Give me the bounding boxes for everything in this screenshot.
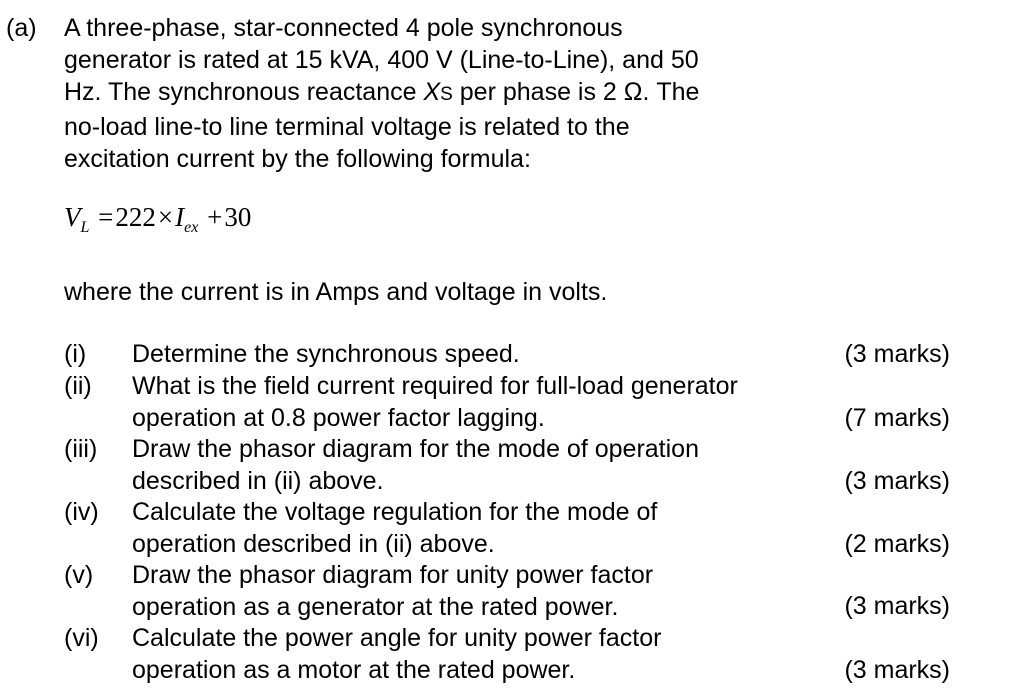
question-line: What is the field current required for full-load generator [132,372,738,400]
question-line: operation at 0.8 power factor lagging. [132,404,545,432]
question-line: operation as a motor at the rated power. [132,656,576,684]
question-text [132,496,812,560]
formula-variable: I [175,202,185,232]
units-note: where the current is in Amps and voltage in volts. [64,278,608,306]
formula-times: × [157,202,174,232]
formula-lhs: V [64,202,81,232]
question-text [132,622,812,686]
question-number: (iii) [64,435,98,463]
question-line: Calculate the power angle for unity power factor [132,624,662,652]
reactance-symbol-subscript: S [440,84,453,105]
intro-text: per phase is 2 Ω. The [452,78,700,106]
formula-constant: 30 [224,202,252,232]
question-line: operation described in (ii) above. [132,530,495,558]
question-marks: (3 marks) [844,340,950,368]
intro-line: no-load line-to line terminal voltage is related to the [64,113,630,141]
question-number: (ii) [64,372,92,400]
question-marks: (3 marks) [844,467,950,495]
question-number: (i) [64,340,87,368]
question-line: Calculate the voltage regulation for the mode of [132,498,658,526]
intro-line: A three-phase, star-connected 4 pole synchronous [64,14,623,42]
formula-equals: = [98,202,114,232]
question-line: operation as a generator at the rated power. [132,593,619,621]
question-line: described in (ii) above. [132,467,384,495]
part-label: (a) [6,14,37,42]
intro-line: excitation current by the following formula: [64,145,531,173]
intro-paragraph [64,12,804,175]
formula-coefficient: 222 [115,202,156,232]
formula-lhs-subscript: L [80,219,90,236]
question-marks: (7 marks) [844,404,950,432]
question-number: (vi) [64,624,99,652]
formula-plus: + [207,202,223,232]
question-text [132,559,812,623]
question-line: Draw the phasor diagram for the mode of operation [132,435,699,463]
intro-line [64,76,804,111]
question-marks: (3 marks) [844,656,950,684]
intro-text: Hz. The synchronous reactance [64,78,424,106]
question-number: (iv) [64,498,99,526]
question-line: Draw the phasor diagram for unity power factor [132,561,654,589]
question-marks: (3 marks) [844,592,950,620]
voltage-formula [64,200,251,239]
question-text [132,370,812,434]
question-text [132,433,812,497]
question-marks: (2 marks) [844,530,950,558]
question-number: (v) [64,561,94,589]
intro-line: generator is rated at 15 kVA, 400 V (Line-to-Line), and 50 [64,46,699,74]
formula-variable-subscript: ex [184,219,199,236]
question-text [132,338,812,370]
reactance-symbol: X [423,78,441,106]
question-line: Determine the synchronous speed. [132,340,520,368]
